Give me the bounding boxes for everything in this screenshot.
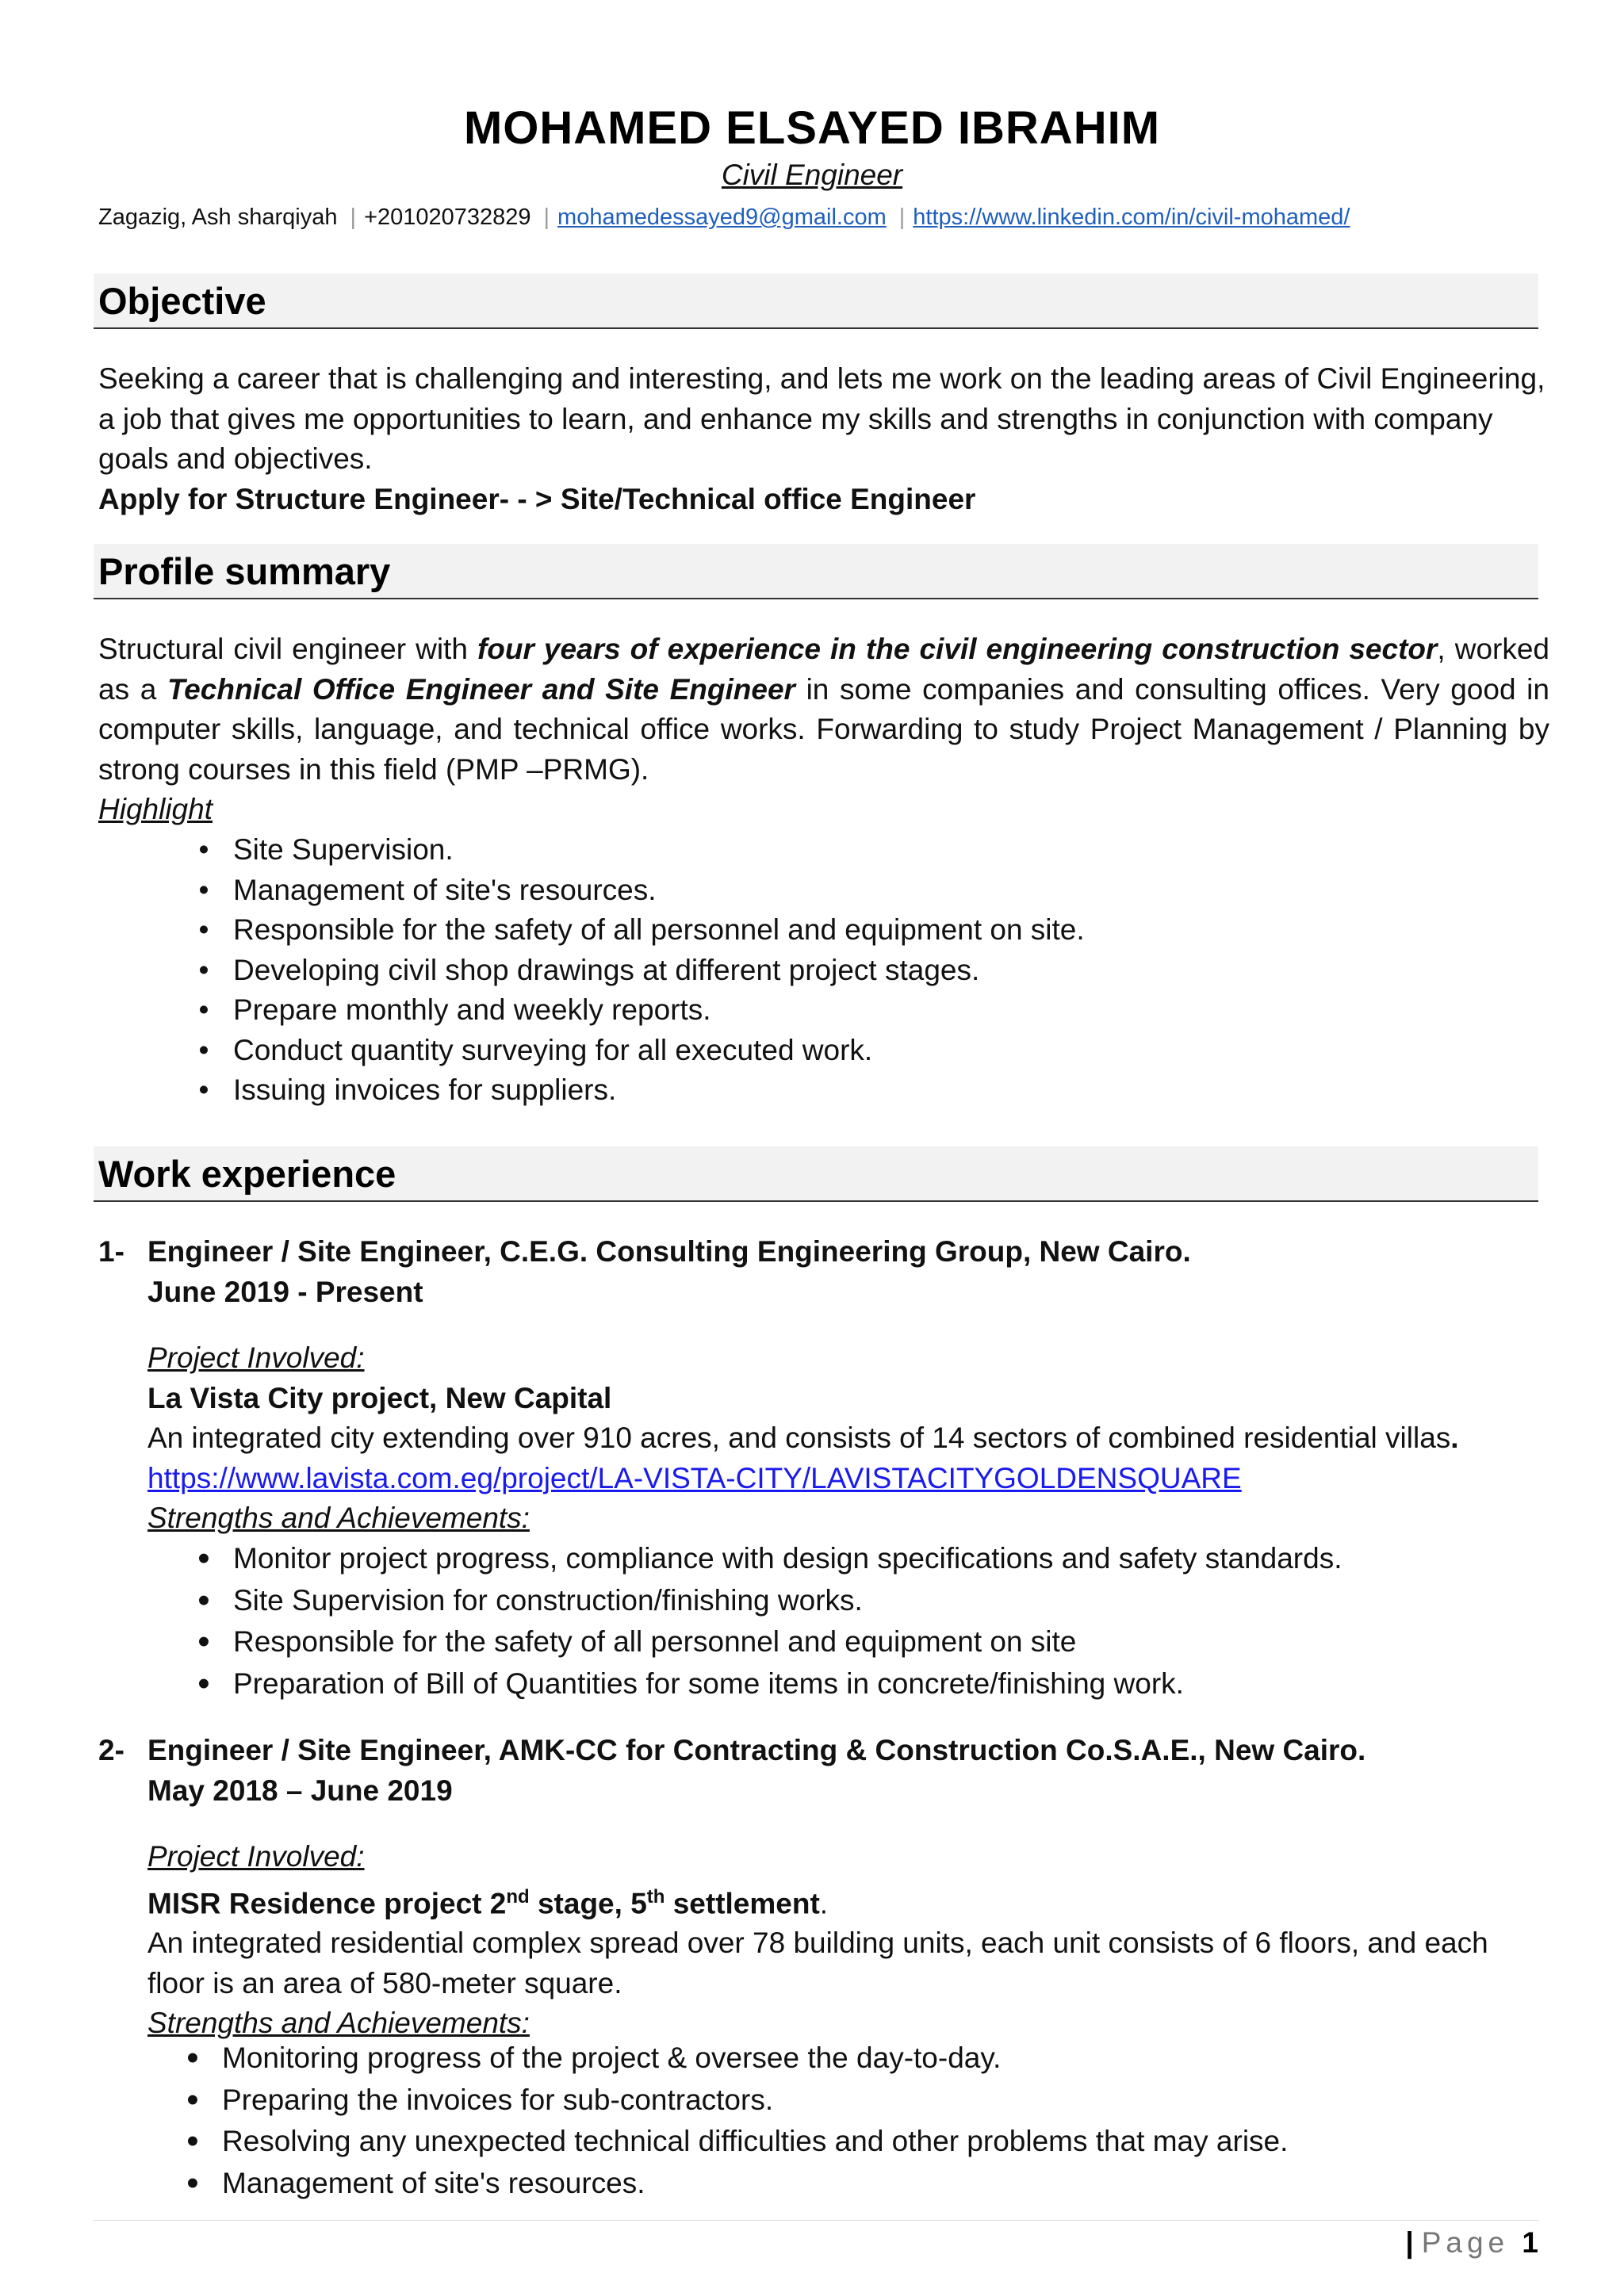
separator: | xyxy=(350,205,357,230)
summary-text: Structural civil engineer with xyxy=(98,633,477,665)
email-link[interactable]: mohamedessayed9@gmail.com xyxy=(557,205,887,230)
list-item: • Monitor project progress, compliance with design specifications and safety standards. xyxy=(233,1538,1342,1580)
profile-summary-text xyxy=(98,629,1549,790)
list-item: • Responsible for the safety of all personnel and equipment on site xyxy=(233,1621,1342,1663)
objective-line: a job that gives me opportunities to learn, and enhance my skills and strengths in conjunction with company xyxy=(98,402,1493,435)
summary-text: in some companies and consulting offices. Very good in computer skills, language, and technical office works. Forwarding to study Project Management / Planning by strong courses in this field (PMP –PRMG). xyxy=(98,672,1549,786)
project-name: La Vista City project, New Capital xyxy=(147,1381,612,1414)
section-work-experience xyxy=(94,1146,1538,1202)
job-body xyxy=(147,1731,1543,2044)
summary-emphasis: four years of experience in the civil engineering construction sector xyxy=(477,633,1438,665)
list-item: • Monitoring progress of the project & oversee the day-to-day. xyxy=(222,2038,1288,2080)
project-name: MISR Residence project 2nd stage, 5th settlement. xyxy=(147,1885,829,1919)
bullet-icon: • xyxy=(197,1539,210,1578)
list-item: • Site Supervision for construction/finishing works. xyxy=(233,1580,1342,1622)
summary-emphasis: Technical Office Engineer and Site Engineer xyxy=(167,672,795,706)
bullet-icon: • xyxy=(198,953,209,986)
job2-achievements xyxy=(186,2038,1289,2204)
list-item: • Management of site's resources. xyxy=(233,871,1085,911)
job-number: 2- xyxy=(98,1734,124,1766)
bullet-icon: • xyxy=(198,1073,209,1106)
bullet-icon: • xyxy=(197,1580,210,1620)
separator: | xyxy=(898,205,906,230)
section-profile-summary xyxy=(94,544,1538,599)
list-item: • Conduct quantity surveying for all executed work. xyxy=(233,1031,1085,1071)
highlights-list xyxy=(198,830,1085,1111)
bullet-icon: • xyxy=(186,2038,199,2077)
list-item: • Responsible for the safety of all personnel and equipment on site. xyxy=(233,910,1085,951)
bullet-icon: • xyxy=(197,1663,210,1703)
bullet-icon: • xyxy=(186,2080,199,2119)
objective-text xyxy=(98,359,1549,519)
job-number: 1- xyxy=(98,1235,124,1268)
phone: +201020732829 xyxy=(364,205,531,230)
bullet-icon: • xyxy=(198,913,209,946)
list-item: • Issuing invoices for suppliers. xyxy=(233,1070,1085,1111)
linkedin-link[interactable]: https://www.linkedin.com/in/civil-mohamed/ xyxy=(913,205,1350,230)
objective-line: Seeking a career that is challenging and interesting, and lets me work on the leading areas of Civil Engineering, xyxy=(98,362,1545,395)
candidate-name: MOHAMED ELSAYED IBRAHIM xyxy=(463,102,1161,154)
job-role: Civil Engineer xyxy=(721,159,903,191)
summary-text: , worked as a xyxy=(98,633,1549,706)
list-item: • Developing civil shop drawings at different project stages. xyxy=(233,951,1085,991)
apply-for: Apply for Structure Engineer- - > Site/Technical office Engineer xyxy=(98,482,976,515)
list-item: • Site Supervision. xyxy=(233,830,1085,871)
bullet-icon: • xyxy=(198,1033,209,1066)
project-description: An integrated city extending over 910 acres, and consists of 14 sectors of combined residential villas. xyxy=(147,1422,1459,1454)
section-objective xyxy=(94,274,1538,329)
separator: | xyxy=(543,205,550,230)
bullet-icon: • xyxy=(198,993,209,1026)
location: Zagazig, Ash sharqiyah xyxy=(98,205,338,230)
strengths-label: Strengths and Achievements: xyxy=(147,2007,530,2040)
section-title: Work experience xyxy=(98,1153,396,1195)
bullet-icon: • xyxy=(198,833,209,866)
list-item: • Management of site's resources. xyxy=(222,2163,1288,2205)
page-number: | Page 1 xyxy=(1405,2226,1538,2259)
highlight-label: Highlight xyxy=(98,793,213,825)
list-item: • Preparation of Bill of Quantities for some items in concrete/finishing work. xyxy=(233,1663,1342,1705)
footer-divider xyxy=(94,2220,1538,2221)
list-item: • Prepare monthly and weekly reports. xyxy=(233,990,1085,1031)
bullet-icon: • xyxy=(186,2122,199,2160)
job-title: Engineer / Site Engineer, C.E.G. Consulting Engineering Group, New Cairo. xyxy=(147,1235,1191,1268)
section-title: Objective xyxy=(98,280,266,322)
contact-line xyxy=(98,205,1542,231)
project-description: An integrated residential complex spread over 78 building units, each unit consists of 6 floors, and each floor is an area of 580-meter square. xyxy=(147,1927,1488,1999)
project-link[interactable]: https://www.lavista.com.eg/project/LA-VISTA-CITY/LAVISTACITYGOLDENSQUARE xyxy=(147,1461,1242,1494)
objective-line: goals and objectives. xyxy=(98,442,373,475)
project-label: Project Involved: xyxy=(147,1840,365,1873)
job-dates: May 2018 – June 2019 xyxy=(147,1774,453,1807)
strengths-label: Strengths and Achievements: xyxy=(147,1502,530,1534)
job-dates: June 2019 - Present xyxy=(147,1275,423,1308)
job-body xyxy=(147,1232,1543,1539)
bullet-icon: • xyxy=(198,873,209,906)
list-item: • Resolving any unexpected technical difficulties and other problems that may arise. xyxy=(222,2121,1288,2163)
job-title: Engineer / Site Engineer, AMK-CC for Contracting & Construction Co.S.A.E., New Cairo. xyxy=(147,1734,1366,1766)
list-item: • Preparing the invoices for sub-contractors. xyxy=(222,2080,1288,2122)
bullet-icon: • xyxy=(186,2163,199,2202)
job1-achievements xyxy=(197,1538,1342,1705)
section-title: Profile summary xyxy=(98,550,391,592)
project-label: Project Involved: xyxy=(147,1341,365,1374)
bullet-icon: • xyxy=(197,1622,210,1661)
